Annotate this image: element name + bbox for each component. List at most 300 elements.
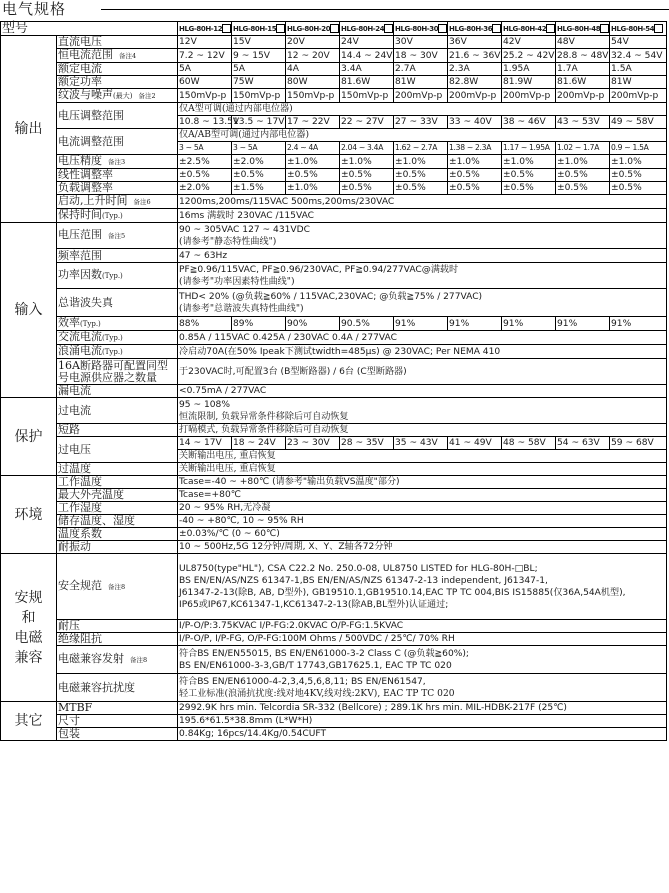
value-line: (请参考"功率因素特性曲线"): [179, 276, 295, 287]
value-cell: 27 ~ 33V: [394, 116, 448, 129]
vrange-value: [178, 223, 667, 249]
value-line: IP65或IP67,KC61347-1,KC61347-2-13(除AB,BL型外)认证通过;: [179, 599, 449, 610]
table-row: [1, 63, 667, 76]
row-label: [57, 249, 178, 263]
section-environment: 环境: [1, 476, 57, 554]
value-cell: 22 ~ 27V: [340, 116, 394, 129]
row-label-sub: (Typ.): [102, 334, 123, 342]
row-label: [57, 674, 178, 702]
table-row: [1, 89, 667, 103]
value-cell: ±0.5%: [502, 182, 556, 195]
table-row: [1, 263, 667, 289]
table-row: [1, 437, 667, 450]
value-cell: 200mVp-p: [502, 89, 556, 103]
value-cell: 88%: [178, 317, 232, 331]
table-row: [1, 223, 667, 249]
value-cell: 82.8W: [448, 76, 502, 89]
value-cell: 90.5%: [340, 317, 394, 331]
value-cell: 18 ~ 24V: [232, 437, 286, 450]
table-row: [1, 195, 667, 209]
model-row: [1, 22, 667, 36]
table-row: [1, 633, 667, 646]
value-cell: 81W: [394, 76, 448, 89]
value-cell: 0.9 ~ 1.5A: [610, 142, 667, 155]
table-row: [1, 463, 667, 476]
row-label: [57, 437, 178, 463]
row-label-text: 工作温度: [58, 475, 102, 488]
row-label-text: 短路: [58, 423, 80, 436]
row-label-text: 绝缘阻抗: [58, 632, 102, 645]
value-cell: 25.2 ~ 42V: [503, 50, 555, 61]
row-label-text: 电压调整范围: [58, 108, 124, 122]
value-cell: 54 ~ 63V: [556, 437, 610, 450]
row-label: [57, 528, 178, 541]
value-cell: ±1.5%: [232, 182, 286, 195]
value-cell: 14 ~ 17V: [178, 437, 232, 450]
table-row: [1, 398, 667, 424]
row-label-text: 工作湿度: [58, 501, 102, 514]
env-value: Tcase=+80℃: [178, 489, 667, 502]
value-cell: 91%: [394, 317, 448, 331]
value-cell: 3.4A: [340, 63, 394, 76]
table-row: [1, 249, 667, 263]
rise-time: 1200ms,200ms/115VAC 500ms,200ms/230VAC: [178, 195, 667, 209]
value-cell: 15V: [232, 36, 286, 49]
value-cell: 35 ~ 43V: [394, 437, 448, 450]
value-cell: ±1.0%: [556, 155, 610, 169]
value-cell: ±0.5%: [448, 169, 502, 182]
emi-value: [178, 646, 667, 674]
model-header: HLG-80H-42: [502, 22, 556, 36]
table-row: [1, 36, 667, 49]
value-cell: ±1.0%: [610, 155, 667, 169]
row-label-text: 包装: [58, 727, 80, 740]
table-row: [1, 476, 667, 489]
value-cell: 1.02 ~ 1.7A: [556, 142, 610, 155]
row-label-text: 功率因数: [58, 268, 102, 281]
row-label-text: 电压范围: [58, 228, 102, 241]
value-cell: 90%: [286, 317, 340, 331]
value-cell: 21.6 ~ 36V: [449, 50, 501, 61]
row-label: [57, 182, 178, 195]
row-label: [57, 620, 178, 633]
row-label: [57, 476, 178, 489]
row-label-text: 电磁兼容抗扰度: [58, 680, 135, 694]
row-label-note: 备注2: [138, 92, 156, 100]
value-cell: 2.3A: [448, 63, 502, 76]
value-cell: ±1.0%: [502, 155, 556, 169]
row-label-note: 备注8: [108, 583, 126, 591]
iadj-desc: 仅A/AB型可调(通过内部电位器): [178, 129, 667, 142]
value-cell: 200mVp-p: [448, 89, 502, 103]
value-cell: 150mVp-p: [232, 89, 286, 103]
value-cell: ±1.0%: [448, 155, 502, 169]
table-row: [1, 728, 667, 741]
table-row: [1, 359, 667, 385]
ot-value: 关断输出电压, 重启恢复: [178, 463, 667, 476]
value-cell: ±0.5%: [178, 169, 232, 182]
value-cell: 81.9W: [502, 76, 556, 89]
model-suffix-box: [654, 24, 663, 33]
row-label: [57, 289, 178, 317]
value-cell: ±0.5%: [340, 182, 394, 195]
value-cell: 9 ~ 15V: [232, 49, 286, 63]
value-cell: 28.8 ~ 48V: [557, 50, 609, 61]
value-line: 符合BS EN/EN61000-4-2,3,4,5,6,8,11; BS EN/EN61547,: [179, 676, 426, 687]
row-label: [57, 385, 178, 398]
value-cell: 81.6W: [556, 76, 610, 89]
env-value: Tcase=-40 ~ +80℃ (请参考"输出负载VS温度"部分): [178, 476, 667, 489]
value-cell: 23 ~ 30V: [286, 437, 340, 450]
title-rule: [101, 9, 669, 10]
spec-table: [0, 21, 667, 741]
table-row: [1, 620, 667, 633]
value-line: PF≧0.96/115VAC, PF≧0.96/230VAC, PF≧0.94/277VAC@满载时: [179, 264, 459, 275]
value-line: UL8750(type"HL"), CSA C22.2 No. 250.0-08, UL8750 LISTED for HLG-80H-□BL;: [179, 563, 538, 574]
value-cell: 12V: [178, 36, 232, 49]
value-cell: 28 ~ 35V: [340, 437, 394, 450]
row-label-text: 温度系数: [58, 527, 102, 540]
table-row: [1, 646, 667, 674]
value-cell: 89%: [232, 317, 286, 331]
model-header: HLG-80H-12: [178, 22, 232, 36]
value-cell: ±0.5%: [448, 182, 502, 195]
value-cell: 48 ~ 58V: [502, 437, 556, 450]
section-output: 输出: [1, 36, 57, 223]
table-row: [1, 715, 667, 728]
packing-value: 0.84Kg; 16pcs/14.4Kg/0.54CUFT: [178, 728, 667, 741]
row-label-text: 交流电流: [58, 330, 102, 343]
value-line: THD< 20% (@负载≧60% / 115VAC,230VAC; @负载≧75% / 277VAC): [179, 291, 483, 302]
row-label-text: 耐压: [58, 619, 80, 632]
value-line: 号电源供应器之数量: [58, 370, 157, 384]
dimension-value: 195.6*61.5*38.8mm (L*W*H): [178, 715, 667, 728]
inrush-current: 冷启动70A(在50% Ipeak下测试twidth=485μs) @ 230VAC; Per NEMA 410: [178, 345, 667, 359]
row-label-text: 总谐波失真: [58, 295, 113, 309]
row-label-text: 电磁兼容发射: [58, 652, 124, 665]
model-label: 型号: [1, 22, 178, 36]
isolation-value: I/P-O/P, I/P-FG, O/P-FG:100M Ohms / 500VDC / 25℃/ 70% RH: [178, 633, 667, 646]
value-cell: 30V: [394, 36, 448, 49]
value-cell: 12 ~ 20V: [286, 49, 340, 63]
model-suffix-box: [276, 24, 285, 33]
value-cell: ±2.5%: [178, 155, 232, 169]
value-cell: 54V: [610, 36, 667, 49]
row-label-text: 额定功率: [58, 75, 102, 88]
value-cell: 4A: [286, 63, 340, 76]
env-value: -40 ~ +80℃, 10 ~ 95% RH: [178, 515, 667, 528]
value-cell: 18 ~ 30V: [394, 49, 448, 63]
breaker-label: [57, 359, 178, 385]
value-cell: ±0.5%: [556, 169, 610, 182]
mtbf-value: 2992.9K hrs min. Telcordia SR-332 (Bellcore) ; 289.1K hrs min. MIL-HDBK-217F (25℃): [178, 702, 667, 715]
value-cell: 200mVp-p: [394, 89, 448, 103]
row-label: [57, 155, 178, 169]
row-label: [57, 554, 178, 620]
value-cell: ±0.5%: [232, 169, 286, 182]
value-cell: ±1.0%: [340, 155, 394, 169]
value-cell: 1.17 ~ 1.95A: [502, 142, 556, 155]
value-cell: 1.95A: [502, 63, 556, 76]
env-value: ±0.03%/℃ (0 ~ 60℃): [178, 528, 667, 541]
row-label-text: 线性调整率: [58, 168, 113, 181]
section-safety-line: 和: [21, 609, 36, 626]
value-cell: 200mVp-p: [610, 89, 667, 103]
row-label: [57, 646, 178, 674]
row-label-text: 启动,上升时间: [58, 194, 128, 207]
value-line: BS EN/EN61000-3-3,GB/T 17743,GB17625.1, EAC TP TC 020: [179, 660, 452, 671]
value-cell: 91%: [556, 317, 610, 331]
value-cell: 1.7A: [556, 63, 610, 76]
row-label-text: 恒电流范围: [58, 48, 113, 61]
value-cell: 81W: [610, 76, 667, 89]
value-cell: 59 ~ 68V: [610, 437, 667, 450]
row-label-note: 备注8: [130, 656, 148, 664]
value-line: 16A断路器可配置同型: [58, 358, 168, 372]
section-safety-line: 电磁: [14, 629, 43, 646]
value-cell: 42V: [502, 36, 556, 49]
row-label-note: 备注4: [119, 52, 137, 60]
value-cell: 2.7A: [394, 63, 448, 76]
table-row: [1, 345, 667, 359]
value-cell: 1.5A: [610, 63, 667, 76]
section-protection: 保护: [1, 398, 57, 476]
model-suffix-box: [384, 24, 393, 33]
table-row: [1, 554, 667, 620]
row-label-sub: (Typ.): [102, 212, 123, 220]
value-cell: 49 ~ 58V: [610, 116, 667, 129]
row-label: [57, 515, 178, 528]
row-label: [57, 89, 178, 103]
oc-value: [178, 398, 667, 424]
value-cell: ±0.5%: [394, 169, 448, 182]
row-label-note: 备注5: [108, 232, 126, 240]
value-cell: 36V: [448, 36, 502, 49]
table-row: [1, 702, 667, 715]
row-label-text: 漏电流: [58, 384, 91, 397]
row-label-text: 耐振动: [58, 540, 91, 553]
withstand-value: I/P-O/P:3.75KVAC I/P-FG:2.0KVAC O/P-FG:1.5KVAC: [178, 620, 667, 633]
row-label-text: 最大外壳温度: [58, 488, 124, 501]
row-label-text: 尺寸: [58, 714, 80, 727]
model-header: HLG-80H-48: [556, 22, 610, 36]
value-cell: ±2.0%: [178, 182, 232, 195]
value-cell: 2.04 ~ 3.4A: [340, 142, 394, 155]
table-row: [1, 49, 667, 63]
table-row: [1, 541, 667, 554]
value-cell: ±0.5%: [340, 169, 394, 182]
safety-std-value: [178, 554, 667, 620]
section-safety-line: 兼容: [14, 649, 43, 666]
row-label-sub: (最大): [113, 92, 133, 100]
value-cell: 2.4 ~ 4A: [286, 142, 340, 155]
model-header: HLG-80H-30: [394, 22, 448, 36]
value-cell: ±1.0%: [286, 182, 340, 195]
value-cell: 32.4 ~ 54V: [610, 49, 667, 63]
value-cell: ±0.5%: [286, 169, 340, 182]
row-label-note: 备注6: [133, 198, 151, 206]
value-cell: ±1.0%: [286, 155, 340, 169]
value-line: 90 ~ 305VAC 127 ~ 431VDC: [179, 224, 310, 235]
row-label-text: 直流电压: [58, 35, 102, 48]
model-suffix-box: [438, 24, 447, 33]
freq-value: 47 ~ 63Hz: [178, 249, 667, 263]
row-label: [57, 463, 178, 476]
table-row: [1, 331, 667, 345]
value-cell: 60W: [178, 76, 232, 89]
value-cell: 150mVp-p: [340, 89, 394, 103]
value-cell: 38 ~ 46V: [502, 116, 556, 129]
row-label: [57, 702, 178, 715]
hold-time: 16ms 满载时 230VAC /115VAC: [178, 209, 667, 223]
value-cell: 41 ~ 49V: [448, 437, 502, 450]
vadj-desc: 仅A型可调(通过内部电位器): [178, 103, 667, 116]
model-suffix-box: [492, 24, 501, 33]
value-cell: 75W: [232, 76, 286, 89]
value-cell: ±1.0%: [394, 155, 448, 169]
page-title: 电气规格: [2, 0, 67, 18]
row-label-text: 负载调整率: [58, 181, 113, 194]
row-label-text: 电流调整范围: [58, 134, 124, 148]
sc-value: 打嗝模式, 负载异常条件移除后可自动恢复: [178, 424, 667, 437]
value-cell: 91%: [448, 317, 502, 331]
value-line: 恒流限制, 负载异常条件移除后可自动恢复: [179, 411, 349, 422]
row-label-text: 电压精度: [58, 154, 102, 167]
section-safety-line: 安规: [14, 589, 43, 606]
table-row: [1, 129, 667, 142]
table-row: [1, 385, 667, 398]
ov-desc: 关断输出电压, 重启恢复: [178, 450, 667, 463]
thd-value: [178, 289, 667, 317]
table-row: [1, 515, 667, 528]
value-cell: ±0.5%: [394, 182, 448, 195]
value-cell: 150mVp-p: [286, 89, 340, 103]
value-cell: 24V: [340, 36, 394, 49]
row-label-sub: (Typ.): [80, 320, 101, 328]
row-label: [57, 317, 178, 331]
value-cell: 48V: [556, 36, 610, 49]
section-other: 其它: [1, 702, 57, 741]
row-label: [57, 103, 178, 129]
row-label: [57, 49, 178, 63]
value-cell: ±0.5%: [502, 169, 556, 182]
table-row: [1, 317, 667, 331]
value-cell: 5A: [232, 63, 286, 76]
value-cell: 200mVp-p: [556, 89, 610, 103]
value-cell: 5A: [178, 63, 232, 76]
row-label: [57, 345, 178, 359]
row-label-text: 储存温度、湿度: [58, 514, 135, 527]
value-cell: 10.8 ~ 13.5V: [179, 117, 240, 127]
value-cell: ±0.5%: [556, 182, 610, 195]
value-cell: 14.4 ~ 24V: [341, 50, 393, 61]
value-cell: 7.2 ~ 12V: [178, 49, 232, 63]
row-label-sub: (Typ.): [102, 272, 123, 280]
value-line: (请参考"静态特性曲线"): [179, 236, 277, 247]
section-safety: [1, 554, 57, 702]
value-cell: ±0.5%: [610, 182, 667, 195]
section-input: 输入: [1, 223, 57, 398]
row-label-text: 额定电流: [58, 62, 102, 75]
value-cell: ±0.5%: [610, 169, 667, 182]
value-line: 符合BS EN/EN55015, BS EN/EN61000-3-2 Class C (@负载≧60%);: [179, 648, 469, 659]
row-label: [57, 129, 178, 155]
row-label: [57, 263, 178, 289]
value-line: BS EN/EN/AS/NZS 61347-1,BS EN/EN/AS/NZS 61347-2-13 independent, J61347-1,: [179, 575, 548, 586]
model-header: HLG-80H-15: [232, 22, 286, 36]
value-line: (请参考"总谐波失真特性曲线"): [179, 303, 304, 314]
row-label: [57, 398, 178, 424]
row-label: [57, 209, 178, 223]
env-value: 20 ~ 95% RH,无冷凝: [178, 502, 667, 515]
row-label-text: 安全规范: [58, 579, 102, 592]
table-row: [1, 169, 667, 182]
value-cell: 80W: [286, 76, 340, 89]
table-row: [1, 528, 667, 541]
value-cell: 3 ~ 5A: [178, 142, 232, 155]
row-label-text: 保持时间: [58, 208, 102, 221]
model-header: HLG-80H-20: [286, 22, 340, 36]
value-cell: 91%: [610, 317, 667, 331]
value-cell: 91%: [502, 317, 556, 331]
row-label-text: 过电压: [58, 442, 91, 456]
row-label-text: 过温度: [58, 462, 91, 475]
row-label: [57, 223, 178, 249]
table-row: [1, 289, 667, 317]
value-cell: ±2.0%: [232, 155, 286, 169]
value-cell: 20V: [286, 36, 340, 49]
value-cell: 17 ~ 22V: [286, 116, 340, 129]
row-label: [57, 76, 178, 89]
table-row: [1, 76, 667, 89]
row-label: [57, 715, 178, 728]
row-label: [57, 489, 178, 502]
row-label-note: 备注3: [108, 158, 126, 166]
leakage-value: <0.75mA / 277VAC: [178, 385, 667, 398]
value-cell: 3 ~ 5A: [232, 142, 286, 155]
row-label: [57, 63, 178, 76]
value-cell: 1.62 ~ 2.7A: [394, 142, 448, 155]
row-label: [57, 728, 178, 741]
model-header: HLG-80H-24: [340, 22, 394, 36]
table-row: [1, 209, 667, 223]
model-suffix-box: [222, 24, 231, 33]
row-label-text: 过电流: [58, 403, 91, 417]
value-cell: 43 ~ 53V: [556, 116, 610, 129]
model-suffix-box: [546, 24, 555, 33]
row-label-text: 效率: [58, 316, 80, 329]
ac-current: 0.85A / 115VAC 0.425A / 230VAC 0.4A / 277VAC: [178, 331, 667, 345]
env-value: 10 ~ 500Hz,5G 12分钟/周期, X、Y、Z轴各72分钟: [178, 541, 667, 554]
table-row: [1, 424, 667, 437]
row-label-text: 纹波与噪声: [58, 88, 113, 101]
model-header: HLG-80H-54: [610, 22, 667, 36]
row-label: [57, 502, 178, 515]
table-row: [1, 674, 667, 702]
row-label-text: 浪涌电流: [58, 344, 102, 357]
value-cell: 1.38 ~ 2.3A: [448, 142, 502, 155]
breaker-value: 于230VAC时,可配置3台 (B型断路器) / 6台 (C型断路器): [178, 359, 667, 385]
table-row: [1, 502, 667, 515]
row-label: [57, 36, 178, 49]
table-row: [1, 155, 667, 169]
row-label: [57, 169, 178, 182]
value-cell: 150mVp-p: [178, 89, 232, 103]
table-row: [1, 103, 667, 116]
row-label: [57, 633, 178, 646]
value-cell: 81.6W: [340, 76, 394, 89]
table-row: [1, 182, 667, 195]
